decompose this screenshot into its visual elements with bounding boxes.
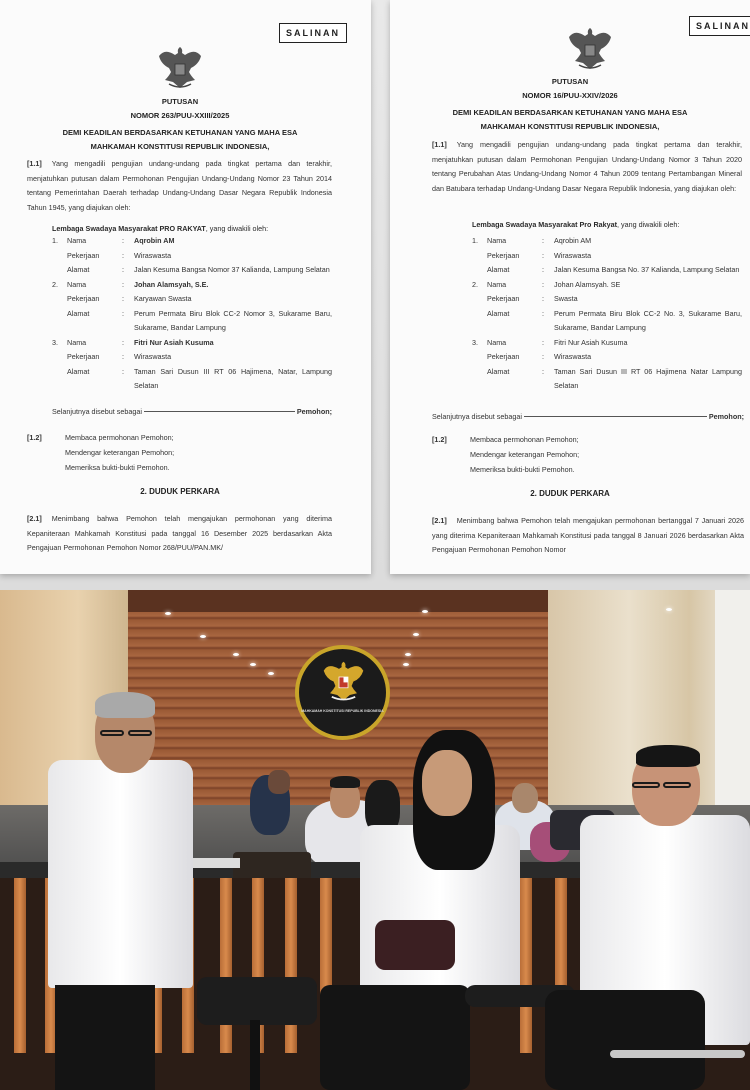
doc-title: PUTUSAN — [551, 77, 589, 86]
applicants-list: 1. Nama : Aqrobin AM Pekerjaan : Wiraswasta Alamat : Jalan Kesuma Bangsa Nomor 37 Kalianda, Lampung Selatan 2. Nama : Johan Alamsyah, S.E. Pekerjaan : Karyawan Swasta Alamat : Perum Permata Biru Blok CC-2 Nomor 3, Sukarame Baru, Sukarame, Bandar Lampung 3. Nama : Fitri Nur Asiah Kusuma Pekerjaan : Wiraswasta Alamat : Taman Sari Dusun III RT 06 Hajimena, Natar, Lampung Selatan — [52, 236, 332, 390]
paragraph-2-1: [2.1] Menimbang bahwa Pemohon telah mengajukan permohonan bertanggal 7 Januari 2026 yang diterima Kepaniteraan Mahkamah Konstitusi pada tanggal 8 Januari 2026 berdasarkan Akta Pengajuan Permohonan Pemohon Nomor — [432, 516, 744, 554]
paragraph-1-2: [1.2] Membaca permohonan Pemohon; Mendengar keterangan Pemohon; Memeriksa bukti-bukti Pemohon. — [432, 435, 580, 474]
selanjutnya-line: Selanjutnya disebut sebagai Pemohon; — [432, 412, 744, 421]
paragraph-1-1: [1.1] Yang mengadili pengujian undang-undang pada tingkat pertama dan terakhir, menjatuhkan putusan dalam Permohonan Pengujian Undang-Undang Nomor 23 Tahun 2014 tentang Pemerintahan Daerah terhadap Undang-Undang Dasar Negara Republik Indonesia Tahun 1945, yang diajukan oleh: — [27, 159, 332, 212]
emblem-text: MAHKAMAH KONSTITUSI REPUBLIK INDONESIA — [301, 709, 384, 713]
doc-number: NOMOR 16/PUU-XXIV/2026 — [522, 91, 618, 100]
doc-number: NOMOR 263/PUU-XXIII/2025 — [130, 111, 230, 120]
doc-heading-2: MAHKAMAH KONSTITUSI REPUBLIK INDONESIA, — [480, 122, 660, 131]
stool — [197, 977, 317, 1025]
courtroom-photo — [0, 590, 750, 1090]
document-page-263-2025 — [0, 0, 371, 574]
applicants-list: 1. Nama : Aqrobin AM Pekerjaan : Wiraswasta Alamat : Jalan Kesuma Bangsa No. 37 Kalianda, Lampung Selatan 2. Nama : Johan Alamsyah. SE Pekerjaan : Swasta Alamat : Perum Permata Biru Blok CC-2 No. 3, Sukarame Baru, Sukarame, Bandar Lampung 3. Nama : Fitri Nur Asiah Kusuma Pekerjaan : Wiraswasta Alamat : Taman Sari Dusun III RT 06 Hajimena Natar Lampung Selatan — [472, 236, 742, 390]
document-page-16-2026 — [390, 0, 750, 574]
salinan-stamp: SALINAN — [689, 16, 750, 36]
organization-line: Lembaga Swadaya Masyarakat PRO RAKYAT, yang diwakili oleh: — [52, 224, 269, 233]
court-emblem — [295, 645, 390, 740]
doc-heading-1: DEMI KEADILAN BERDASARKAN KETUHANAN YANG MAHA ESA — [62, 128, 298, 137]
garuda-emblem-icon — [321, 659, 366, 704]
section-heading: 2. DUDUK PERKARA — [530, 489, 610, 498]
garuda-emblem-icon — [565, 23, 615, 73]
section-heading: 2. DUDUK PERKARA — [140, 487, 220, 496]
doc-heading-2: MAHKAMAH KONSTITUSI REPUBLIK INDONESIA, — [90, 142, 270, 151]
paragraph-1-2: [1.2] Membaca permohonan Pemohon; Mendengar keterangan Pemohon; Memeriksa bukti-bukti Pemohon. — [27, 433, 175, 472]
selanjutnya-line: Selanjutnya disebut sebagai Pemohon; — [52, 407, 332, 416]
garuda-emblem-icon — [155, 42, 205, 92]
handbag — [375, 920, 455, 970]
ceiling-light — [165, 612, 171, 615]
organization-line: Lembaga Swadaya Masyarakat Pro Rakyat, yang diwakili oleh: — [472, 220, 680, 229]
paragraph-2-1: [2.1] Menimbang bahwa Pemohon telah mengajukan permohonan yang diterima Kepaniteraan Mahkamah Konstitusi pada tanggal 16 Desember 2025 berdasarkan Akta Pengajuan Permohonan Pemohon Nomor 268/PUU/PAN.MK/ — [27, 514, 332, 552]
doc-title: PUTUSAN — [161, 97, 199, 106]
papers — [190, 858, 240, 868]
chair-frame — [610, 1050, 745, 1058]
salinan-stamp: SALINAN — [279, 23, 347, 43]
paragraph-1-1: [1.1] Yang mengadili pengujian undang-undang pada tingkat pertama dan terakhir, menjatuhkan putusan dalam Permohonan Pengujian Undang-Undang Nomor 3 Tahun 2020 tentang Perubahan Atas Undang-Undang Nomor 4 Tahun 2009 tentang Pertambangan Mineral dan Batubara terhadap Undang-Undang Dasar Negara Republik Indonesia, yang diajukan oleh: — [432, 140, 742, 193]
doc-heading-1: DEMI KEADILAN BERDASARKAN KETUHANAN YANG MAHA ESA — [452, 108, 688, 117]
